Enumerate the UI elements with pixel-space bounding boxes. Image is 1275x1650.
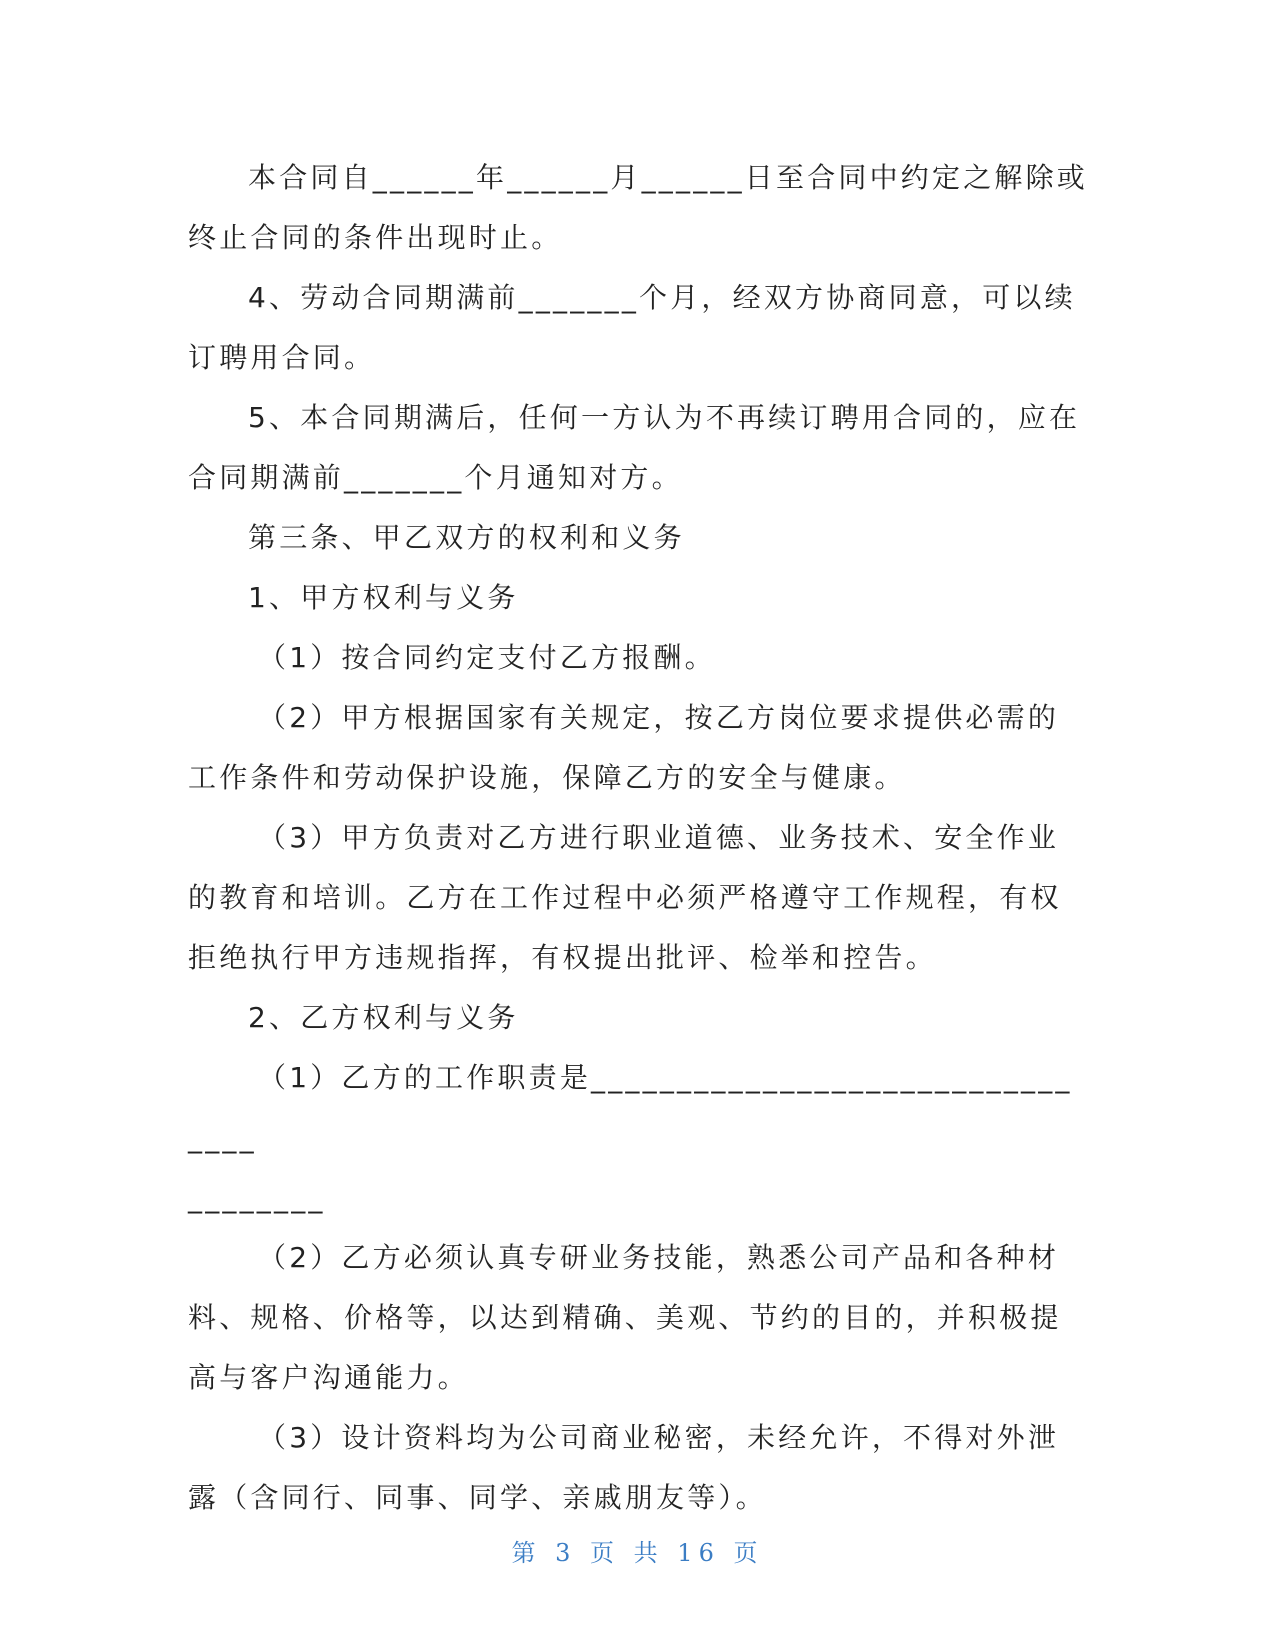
paragraph-renewal-notice: 4、劳动合同期满前_______个月，经双方协商同意，可以续订聘用合同。	[188, 281, 1076, 374]
subheading-party-a: 1、甲方权利与义务	[248, 581, 519, 614]
party-a-item-2: （2）甲方根据国家有关规定，按乙方岗位要求提供必需的工作条件和劳动保护设施，保障乙方的安全与健康。	[188, 701, 1060, 794]
subheading-party-b: 2、乙方权利与义务	[248, 1001, 519, 1034]
party-a-item-3: （3）甲方负责对乙方进行职业道德、业务技术、安全作业的教育和培训。乙方在工作过程中必须严格遵守工作规程，有权拒绝执行甲方违规指挥，有权提出批评、检举和控告。	[188, 821, 1062, 974]
party-b-item-1: （1）乙方的工作职责是________________________________	[188, 1061, 1073, 1154]
party-b-item-1-continuation: ________	[188, 1181, 326, 1214]
party-b-item-2: （2）乙方必须认真专研业务技能，熟悉公司产品和各种材料、规格、价格等，以达到精确、美观、节约的目的，并积极提高与客户沟通能力。	[188, 1241, 1062, 1394]
party-b-item-3: （3）设计资料均为公司商业秘密，未经允许，不得对外泄露（含同行、同事、同学、亲戚朋友等）。	[188, 1421, 1060, 1514]
document-body	[188, 148, 1088, 1528]
paragraph-contract-term: 本合同自______年______月______日至合同中约定之解除或终止合同的条件出现时止。	[188, 161, 1089, 254]
page-number-footer: 第 3 页 共 16 页	[511, 1539, 764, 1567]
paragraph-expiry-notice: 5、本合同期满后，任何一方认为不再续订聘用合同的，应在合同期满前_______个月通知对方。	[188, 401, 1081, 494]
section-heading-rights-obligations: 第三条、甲乙双方的权利和义务	[248, 521, 685, 554]
party-a-item-1: （1）按合同约定支付乙方报酬。	[258, 641, 716, 674]
